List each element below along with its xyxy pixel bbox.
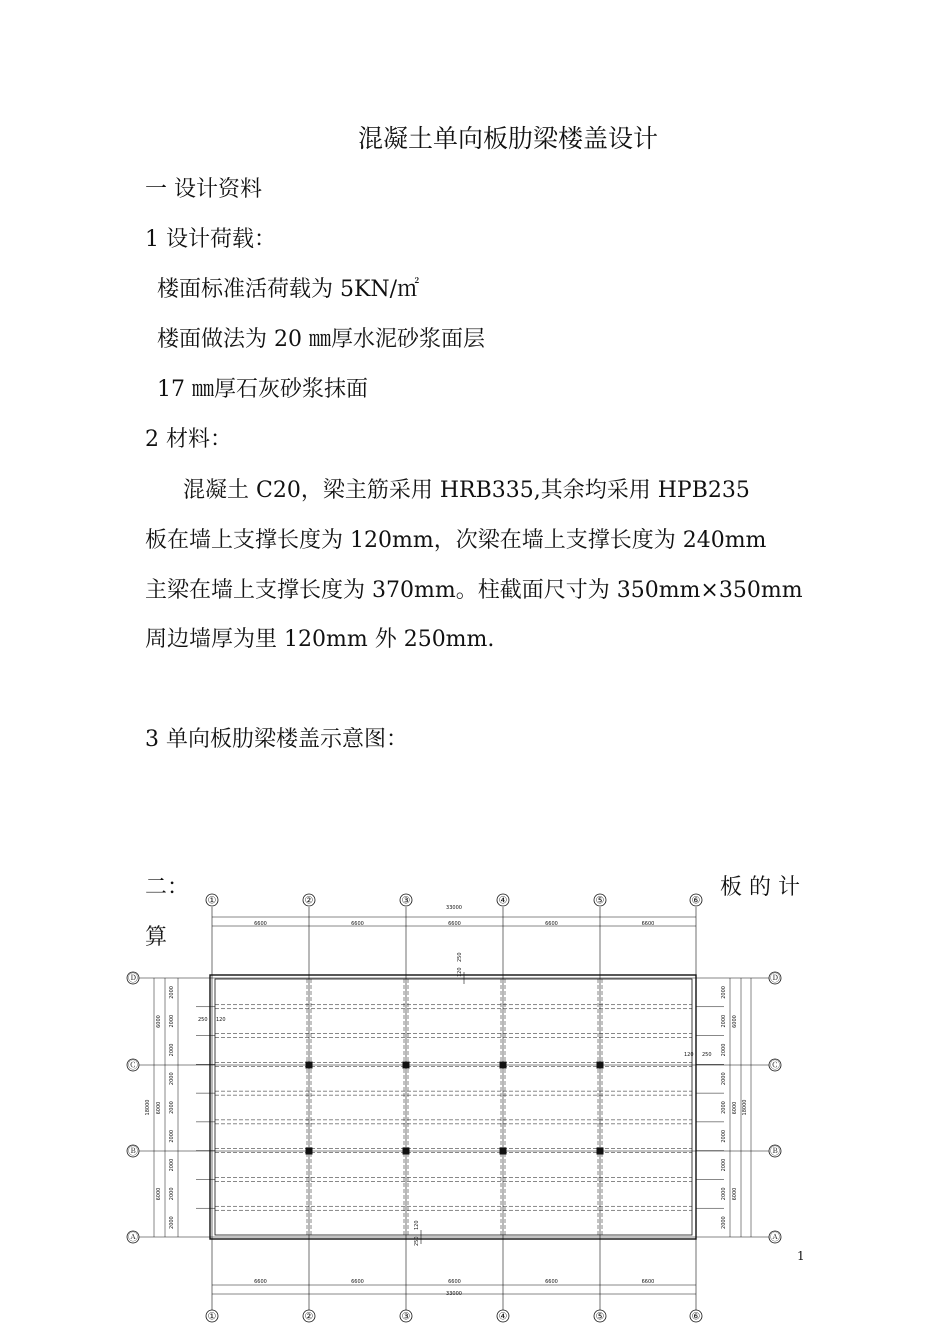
column [500, 1148, 507, 1155]
floor-plan-diagram [118, 890, 818, 1330]
girder-dim-label: 6000 [732, 1187, 738, 1201]
slab-dim-label: 2000 [169, 986, 175, 999]
column [403, 1062, 410, 1069]
axis-label: ④ [498, 1311, 508, 1323]
section1-heading: 一 设计资料 [145, 177, 262, 202]
girder-dim-label: 6000 [156, 1101, 162, 1115]
bay-dim-label: 6600 [545, 1279, 558, 1285]
total-width-label: 18000 [145, 1099, 151, 1116]
bay-dim-label: 6600 [448, 921, 461, 927]
slab-dim-label: 2000 [169, 1158, 175, 1172]
axis-label: ② [304, 895, 314, 907]
wall-note-outer: 250 [198, 1017, 208, 1023]
slab-dim-label: 2000 [721, 1158, 727, 1172]
bay-dim-label: 6600 [254, 921, 267, 927]
column [597, 1062, 604, 1069]
slab-dim-label: 2000 [721, 1072, 727, 1086]
axis-label: Ⓓ [770, 973, 780, 985]
slab-dim-label: 2000 [721, 1129, 727, 1143]
slab-dim-label: 2000 [721, 1216, 727, 1229]
slab-dim-label: 2000 [169, 1101, 175, 1114]
wall-note-inner: 120 [457, 967, 463, 977]
axis-label: ⑥ [691, 895, 701, 907]
wall-note-outer: 250 [414, 1236, 420, 1246]
axis-label: Ⓑ [128, 1146, 138, 1158]
bay-dim-label: 6600 [448, 1279, 461, 1285]
section2-heading-right: 板 的 计 [720, 875, 800, 900]
wall-note-inner: 120 [216, 1017, 226, 1023]
axis-label: Ⓒ [770, 1060, 780, 1072]
outer-wall [210, 975, 696, 1239]
slab-dim-label: 2000 [169, 1216, 175, 1229]
total-length-label: 33000 [446, 905, 462, 911]
girder-dim-label: 6000 [156, 1015, 162, 1028]
column [500, 1062, 507, 1069]
slab-dim-label: 2000 [721, 1187, 727, 1201]
diagram-heading: 3 单向板肋梁楼盖示意图： [145, 727, 408, 752]
total-width-label: 18000 [742, 1099, 748, 1116]
section2-heading-left: 二： [145, 875, 190, 900]
column [306, 1062, 313, 1069]
axis-label: ⑥ [691, 1311, 701, 1323]
slab-dim-label: 2000 [169, 1072, 175, 1086]
wall-note-outer: 250 [457, 952, 463, 962]
column [597, 1148, 604, 1155]
axis-label: Ⓑ [770, 1146, 780, 1158]
materials-line-4: 周边墙厚为里 120mm 外 250mm. [145, 627, 495, 652]
axis-label: ② [304, 1311, 314, 1323]
slab-dim-label: 2000 [169, 1129, 175, 1143]
girder-dim-label: 6000 [156, 1187, 162, 1201]
wall-note-inner: 120 [684, 1052, 694, 1058]
bay-dim-label: 6600 [641, 921, 655, 927]
wall-note-outer: 250 [702, 1052, 712, 1058]
materials-line-3: 主梁在墙上支撑长度为 370mm。柱截面尺寸为 350mm×350mm [145, 578, 803, 603]
axis-label: ④ [498, 895, 508, 907]
slab-dim-label: 2000 [721, 1101, 727, 1114]
slab-dim-label: 2000 [721, 1014, 727, 1028]
wall-note-inner: 120 [414, 1220, 420, 1230]
axis-label: ③ [401, 1311, 411, 1323]
axis-label: ① [207, 895, 217, 907]
load-line-2: 楼面做法为 20 ㎜厚水泥砂浆面层 [157, 327, 485, 352]
loads-heading: 1 设计荷载： [145, 227, 276, 252]
axis-label: Ⓐ [770, 1232, 780, 1244]
axis-label: Ⓒ [128, 1060, 138, 1072]
axis-label: Ⓐ [128, 1232, 138, 1244]
slab-dim-label: 2000 [721, 1043, 727, 1057]
girder-dim-label: 6000 [732, 1015, 738, 1028]
page-number: 1 [797, 1249, 805, 1263]
bay-dim-label: 6600 [351, 921, 364, 927]
column [306, 1148, 313, 1155]
bay-dim-label: 6600 [254, 1279, 267, 1285]
slab-dim-label: 2000 [169, 1043, 175, 1057]
total-length-label: 33000 [446, 1291, 462, 1297]
axis-label: ① [207, 1311, 217, 1323]
axis-label: ③ [401, 895, 411, 907]
slab-dim-label: 2000 [169, 1187, 175, 1201]
bay-dim-label: 6600 [351, 1279, 364, 1285]
bay-dim-label: 6600 [545, 921, 558, 927]
section2-heading-cont: 算 [145, 925, 168, 950]
materials-line-1: 混凝土 C20，梁主筋采用 HRB335,其余均采用 HPB235 [183, 478, 750, 503]
slab-dim-label: 2000 [169, 1014, 175, 1028]
materials-line-2: 板在墙上支撑长度为 120mm，次梁在墙上支撑长度为 240mm [145, 528, 767, 553]
slab-dim-label: 2000 [721, 986, 727, 999]
axis-label: Ⓓ [128, 973, 138, 985]
girder-dim-label: 6000 [732, 1101, 738, 1115]
materials-heading: 2 材料： [145, 427, 232, 452]
load-line-3: 17 ㎜厚石灰砂浆抹面 [157, 377, 368, 402]
load-line-1: 楼面标准活荷载为 5KN/㎡ [157, 277, 420, 302]
column [403, 1148, 410, 1155]
axis-label: ⑤ [595, 895, 605, 907]
axis-label: ⑤ [595, 1311, 605, 1323]
inner-wall [215, 979, 692, 1235]
document-title: 混凝土单向板肋梁楼盖设计 [358, 124, 659, 153]
bay-dim-label: 6600 [641, 1279, 655, 1285]
